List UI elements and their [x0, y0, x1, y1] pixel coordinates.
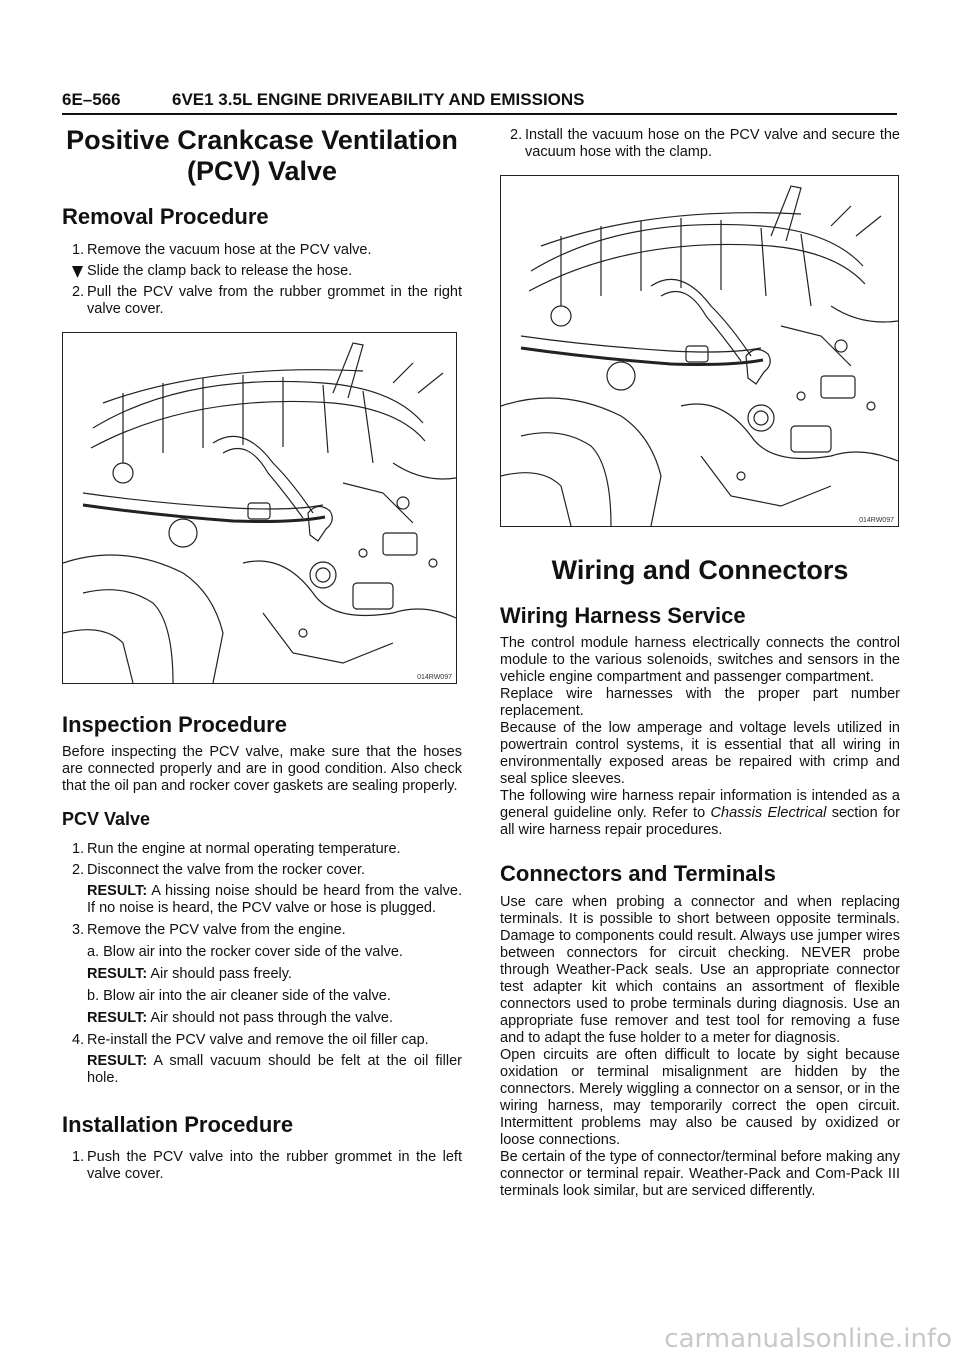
step-number: 3.	[72, 922, 85, 938]
wiring-title: Wiring and Connectors	[551, 555, 849, 585]
pcv-step-2-result	[62, 883, 462, 917]
installation-heading: Installation Procedure	[62, 1112, 294, 1137]
connectors-paragraph-2: Open circuits are often difficult to locate by sight because oxidation or terminal misalignment are hidden by the connectors. Merely wiggling a connector on a sensor, or in the wiring harness, may temporarily correct the open circuit. Intermittent problems may also be caused by oxidized or loose connections.	[500, 1047, 900, 1148]
harness-paragraph-1: The control module harness electrically connects the control module to the various solenoids, switches and sensors in the vehicle engine compartment and passenger compartment.	[500, 635, 900, 685]
step-text: Pull the PCV valve from the rubber grommet in the right valve cover.	[87, 284, 462, 317]
header-title: 6VE1 3.5L ENGINE DRIVEABILITY AND EMISSIONS	[172, 90, 585, 109]
step-number: 2.	[72, 862, 85, 878]
inspection-paragraph: Before inspecting the PCV valve, make sure that the hoses are connected properly and are in good condition. Also check that the oil pan and rocker cover gaskets are sealing properly.	[62, 744, 462, 794]
watermark: carmanualsonline.info	[664, 1324, 952, 1354]
step-text: Disconnect the valve from the rocker cover.	[87, 862, 366, 878]
engine-figure-removal	[62, 332, 457, 684]
removal-step-2	[62, 284, 462, 318]
step-text: Re-install the PCV valve and remove the oil filler cap.	[87, 1032, 429, 1048]
pcv-step-2	[62, 862, 462, 879]
figure-id: 014RW097	[417, 674, 452, 681]
harness-heading: Wiring Harness Service	[500, 603, 746, 628]
result-text: A hissing noise should be heard from the valve. If no noise is heard, the PCV valve or hose is plugged.	[87, 883, 462, 916]
left-column	[62, 125, 462, 1183]
result-label: RESULT:	[87, 1010, 148, 1026]
harness-paragraph-4	[500, 788, 900, 839]
pcv-step-3a: a. Blow air into the rocker cover side of the valve.	[87, 944, 403, 960]
note-text: Slide the clamp back to release the hose.	[87, 263, 353, 279]
step-text: Push the PCV valve into the rubber grommet in the left valve cover.	[87, 1149, 462, 1182]
step-number: 1.	[72, 242, 85, 258]
connectors-heading: Connectors and Terminals	[500, 861, 776, 886]
removal-step-1	[62, 242, 462, 259]
engine-illustration	[501, 176, 898, 526]
pcv-step-4	[62, 1032, 462, 1049]
harness-paragraph-3: Because of the low amperage and voltage levels utilized in powertrain control systems, it is essential that all wiring in environmentally exposed areas be repaired with crimp and seal splice sleeves.	[500, 720, 900, 787]
result-text: A small vacuum should be felt at the oil filler hole.	[87, 1053, 462, 1086]
figure-id: 014RW097	[859, 517, 894, 524]
install-step-2	[500, 127, 900, 161]
pcv-step-3	[62, 922, 462, 939]
main-title	[62, 125, 462, 187]
connectors-paragraph-1: Use care when probing a connector and when replacing terminals. It is possible to short between opposite terminals. Damage to components could result. Always use jumper wires between connectors for circuit checking. NEVER probe through Weather-Pack seals. Use an appropriate connector test adapter kit which contains an assortment of flexible connectors used to probe terminals during diagnosis. Use an appropriate fuse remover and test tool for removing a fuse and to adapt the fuse holder to a meter for diagnosis.	[500, 894, 900, 1046]
removal-step-1-note	[62, 263, 462, 280]
text-run: The following wire harness repair information is intended as a general guideline only. Refer to	[500, 788, 900, 821]
inspection-heading: Inspection Procedure	[62, 712, 287, 737]
harness-paragraph-2: Replace wire harnesses with the proper part number replacement.	[500, 686, 900, 719]
step-number: 1.	[72, 1149, 85, 1165]
page-number: 6E–566	[62, 90, 121, 109]
step-number: 2.	[510, 127, 523, 143]
install-step-1	[62, 1149, 462, 1183]
step-text: Remove the vacuum hose at the PCV valve.	[87, 242, 372, 258]
step-number: 1.	[72, 841, 85, 857]
step-text: Run the engine at normal operating temperature.	[87, 841, 401, 857]
result-label: RESULT:	[87, 883, 148, 899]
step-text: Remove the PCV valve from the engine.	[87, 922, 346, 938]
removal-heading: Removal Procedure	[62, 204, 269, 229]
connectors-paragraph-3: Be certain of the type of connector/terminal before making any connector or terminal repair. Weather-Pack and Com-Pack III terminals look similar, but are serviced differently.	[500, 1149, 900, 1199]
header-rule	[62, 113, 897, 115]
page-header	[62, 88, 897, 118]
step-number: 4.	[72, 1032, 85, 1048]
main-title-line2: (PCV) Valve	[186, 156, 338, 186]
pcv-valve-heading: PCV Valve	[62, 809, 151, 829]
result-text: Air should not pass through the valve.	[147, 1010, 394, 1026]
text-run: section for all wire harness repair procedures.	[500, 805, 900, 838]
result-label: RESULT:	[87, 1053, 148, 1069]
important-marker-icon	[72, 266, 83, 278]
result-text: Air should pass freely.	[147, 966, 292, 982]
pcv-step-1	[62, 841, 462, 858]
step-number: 2.	[72, 284, 85, 300]
main-title-line1: Positive Crankcase Ventilation	[66, 125, 458, 155]
pcv-step-3a-result	[62, 966, 462, 983]
pcv-step-3b: b. Blow air into the air cleaner side of the valve.	[87, 988, 391, 1004]
result-label: RESULT:	[87, 966, 148, 982]
engine-figure-installation	[500, 175, 899, 527]
right-column	[500, 125, 900, 1200]
pcv-step-3b-result	[62, 1010, 462, 1027]
pcv-step-4-result	[62, 1053, 462, 1087]
chassis-electrical-ref: Chassis Electrical	[710, 805, 827, 821]
step-text: Install the vacuum hose on the PCV valve and secure the vacuum hose with the clamp.	[525, 127, 900, 160]
engine-illustration	[63, 333, 456, 683]
